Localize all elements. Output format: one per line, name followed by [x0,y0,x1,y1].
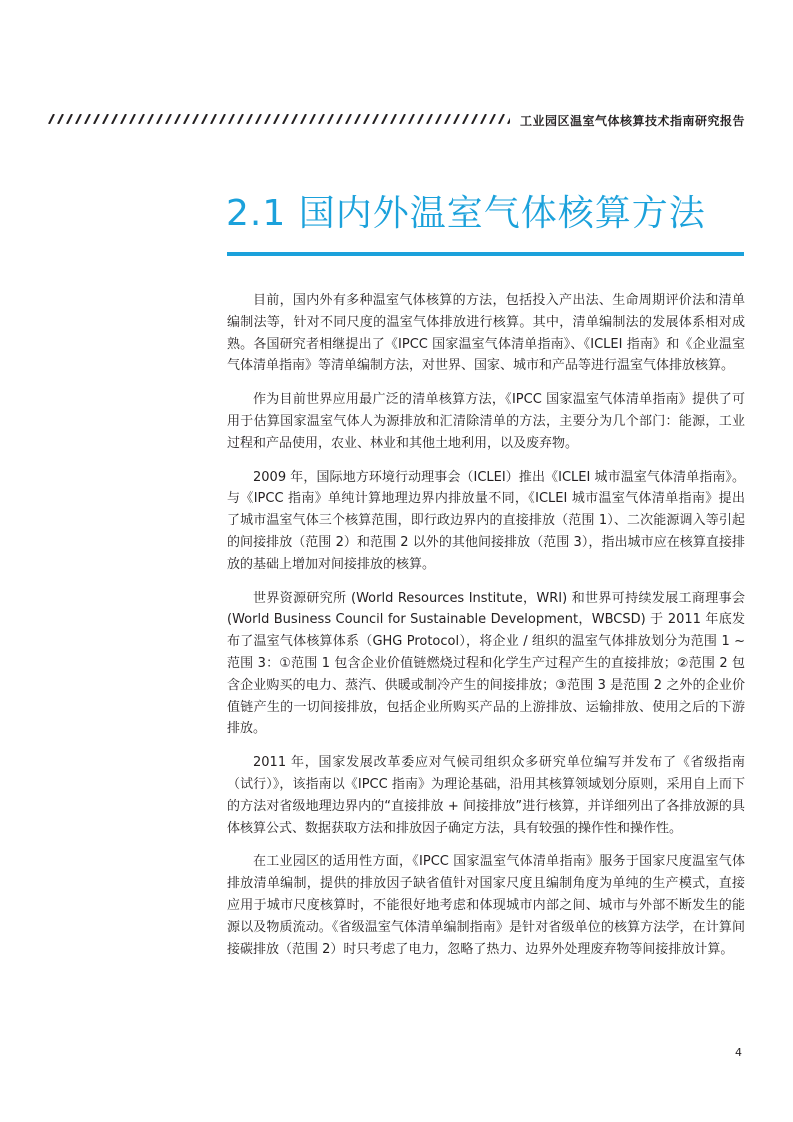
paragraph: 2009 年，国际地方环境行动理事会（ICLEI）推出《ICLEI 城市温室气体清单指南》。与《IPCC 指南》单纯计算地理边界内排放量不同，《ICLEI 城市温室气体清单指南》提出了城市温室气体三个核算范围，即行政边界内的直接排放（范围 1）、二次能源调入等引起的间接排放（范围 2）和范围 2 以外的其他间接排放（范围 3），指出城市应在核算直接排放的基础上增加对间接排放的核算。 [227,469,745,572]
page-number: 4 [735,1046,742,1059]
section-heading: 2.1 国内外温室气体核算方法 [226,193,706,234]
paragraph: 2011 年，国家发展改革委应对气候司组织众多研究单位编写并发布了《省级指南（试行）》，该指南以《IPCC 指南》为理论基础，沿用其核算领域划分原则，采用自上而下的方法对省级地理边界内的“直接排放 + 间接排放”进行核算，并详细列出了各排放源的具体核算公式、数据获取方法和排放因子确定方法，具有较强的操作性和操作性。 [227,755,745,836]
report-title: 工业园区温室气体核算技术指南研究报告 [519,114,745,128]
paragraph: 在工业园区的适用性方面，《IPCC 国家温室气体清单指南》服务于国家尺度温室气体排放清单编制，提供的排放因子缺省值针对国家尺度且编制角度为单纯的生产模式，直接应用于城市尺度核算时，不能很好地考虑和体现城市内部之间、城市与外部不断发生的能源以及物质流动。《省级温室气体清单编制指南》是针对省级单位的核算方法学，在计算间接碳排放（范围 2）时只考虑了电力，忽略了热力、边界外处理废弃物等间接排放计算。 [227,854,745,957]
body-text [227,290,745,972]
heading-rule [227,252,744,256]
running-header [48,112,745,128]
hatch-decoration [48,114,510,124]
paragraph: 世界资源研究所 (World Resources Institute，WRI) 和世界可持续发展工商理事会 (World Business Council for Sustainable Development，WBCSD) 于 2011 年底发布了温室气体核算体系（GHG Protocol），将企业 / 组织的温室气体排放划分为范围 1 ~ 范围 3：①范围 1 包含企业价值链燃烧过程和化学生产过程产生的直接排放；②范围 2 包含企业购买的电力、蒸汽、供暖或制冷产生的间接排放；③范围 3 是范围 2 之外的企业价值链产生的一切间接排放，包括企业所购买产品的上游排放、运输排放、使用之后的下游排放。 [227,590,745,737]
paragraph: 作为目前世界应用最广泛的清单核算方法，《IPCC 国家温室气体清单指南》提供了可用于估算国家温室气体人为源排放和汇清除清单的方法，主要分为几个部门：能源，工业过程和产品使用，农业、林业和其他土地利用，以及废弃物。 [227,392,745,451]
paragraph: 目前，国内外有多种温室气体核算的方法，包括投入产出法、生命周期评价法和清单编制法等，针对不同尺度的温室气体排放进行核算。其中，清单编制法的发展体系相对成熟。各国研究者相继提出了《IPCC 国家温室气体清单指南》、《ICLEI 指南》和《企业温室气体清单指南》等清单编制方法，对世界、国家、城市和产品等进行温室气体排放核算。 [227,293,745,374]
